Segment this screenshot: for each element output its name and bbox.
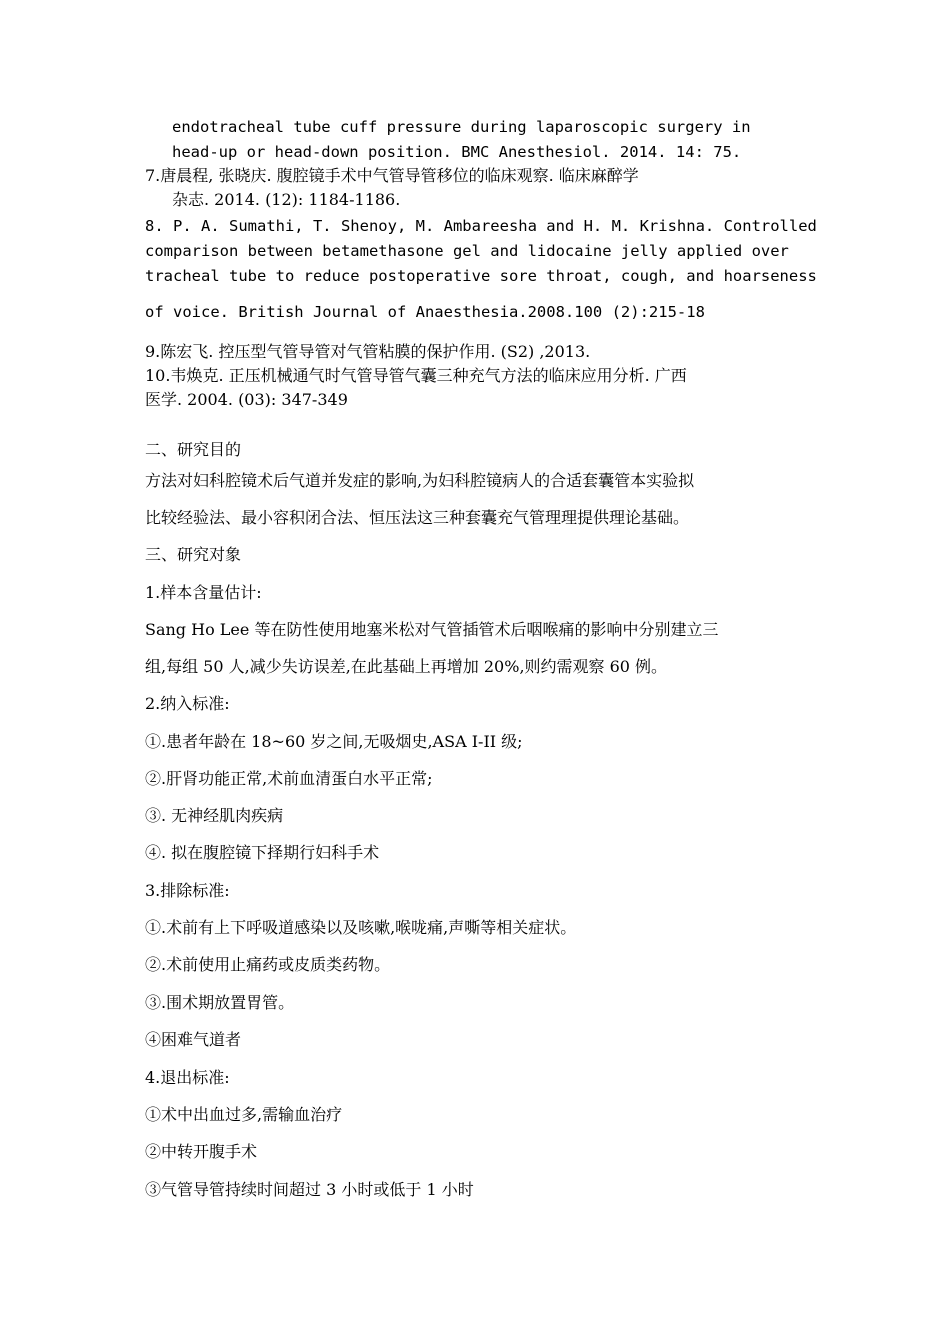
reference-8-line-4: of voice. British Journal of Anaesthesia.2008.100 (2):215-18 — [145, 303, 705, 321]
exclusion-item: ③.围术期放置胃管。 — [145, 993, 295, 1012]
reference-8-line-2: comparison between betamethasone gel and lidocaine jelly applied over — [145, 242, 789, 260]
reference-9: 9.陈宏飞. 控压型气管导管对气管粘膜的保护作用. (S2) ,2013. — [145, 342, 591, 361]
exclusion-item: ①.术前有上下呼吸道感染以及咳嗽,喉咙痛,声嘶等相关症状。 — [145, 918, 577, 937]
reference-6-continuation-line-1: endotracheal tube cuff pressure during laparoscopic surgery in — [172, 118, 751, 136]
sample-size-heading: 1.样本含量估计: — [145, 583, 262, 602]
section-2-paragraph-line-2: 比较经验法、最小容积闭合法、恒压法这三种套囊充气管理理提供理论基础。 — [145, 508, 690, 527]
section-3-heading: 三、研究对象 — [145, 545, 242, 564]
exclusion-item: ②.术前使用止痛药或皮质类药物。 — [145, 955, 391, 974]
reference-8-line-1: 8. P. A. Sumathi, T. Shenoy, M. Ambareesha and H. M. Krishna. Controlled — [145, 217, 817, 235]
withdrawal-criteria-heading: 4.退出标准: — [145, 1068, 230, 1087]
inclusion-criteria-heading: 2.纳入标准: — [145, 694, 230, 713]
reference-7-line-2: 杂志. 2014. (12): 1184-1186. — [172, 190, 401, 209]
exclusion-criteria-heading: 3.排除标准: — [145, 881, 230, 900]
reference-7-line-1: 7.唐晨程, 张晓庆. 腹腔镜手术中气管导管移位的临床观察. 临床麻醉学 — [145, 166, 639, 185]
inclusion-item: ④. 拟在腹腔镜下择期行妇科手术 — [145, 843, 380, 862]
sample-size-paragraph-line-2: 组,每组 50 人,减少失访误差,在此基础上再增加 20%,则约需观察 60 例。 — [145, 657, 668, 676]
exclusion-item: ④困难气道者 — [145, 1030, 242, 1049]
inclusion-item: ③. 无神经肌肉疾病 — [145, 806, 284, 825]
withdrawal-item: ①术中出血过多,需输血治疗 — [145, 1105, 343, 1124]
withdrawal-item: ②中转开腹手术 — [145, 1142, 258, 1161]
withdrawal-item: ③气管导管持续时间超过 3 小时或低于 1 小时 — [145, 1180, 474, 1199]
reference-8-line-3: tracheal tube to reduce postoperative sore throat, cough, and hoarseness — [145, 267, 817, 285]
reference-10-line-2: 医学. 2004. (03): 347-349 — [145, 390, 348, 409]
sample-size-paragraph-line-1: Sang Ho Lee 等在防性使用地塞米松对气管插管术后咽喉痛的影响中分别建立三 — [145, 620, 719, 639]
inclusion-item: ①.患者年龄在 18~60 岁之间,无吸烟史,ASA I-II 级; — [145, 732, 523, 751]
section-2-heading: 二、研究目的 — [145, 440, 242, 459]
reference-10-line-1: 10.韦焕克. 正压机械通气时气管导管气囊三种充气方法的临床应用分析. 广西 — [145, 366, 687, 385]
reference-6-continuation-line-2: head-up or head-down position. BMC Anesthesiol. 2014. 14: 75. — [172, 143, 742, 161]
inclusion-item: ②.肝肾功能正常,术前血清蛋白水平正常; — [145, 769, 433, 788]
section-2-paragraph-line-1: 方法对妇科腔镜术后气道并发症的影响,为妇科腔镜病人的合适套囊管本实验拟 — [145, 471, 695, 490]
